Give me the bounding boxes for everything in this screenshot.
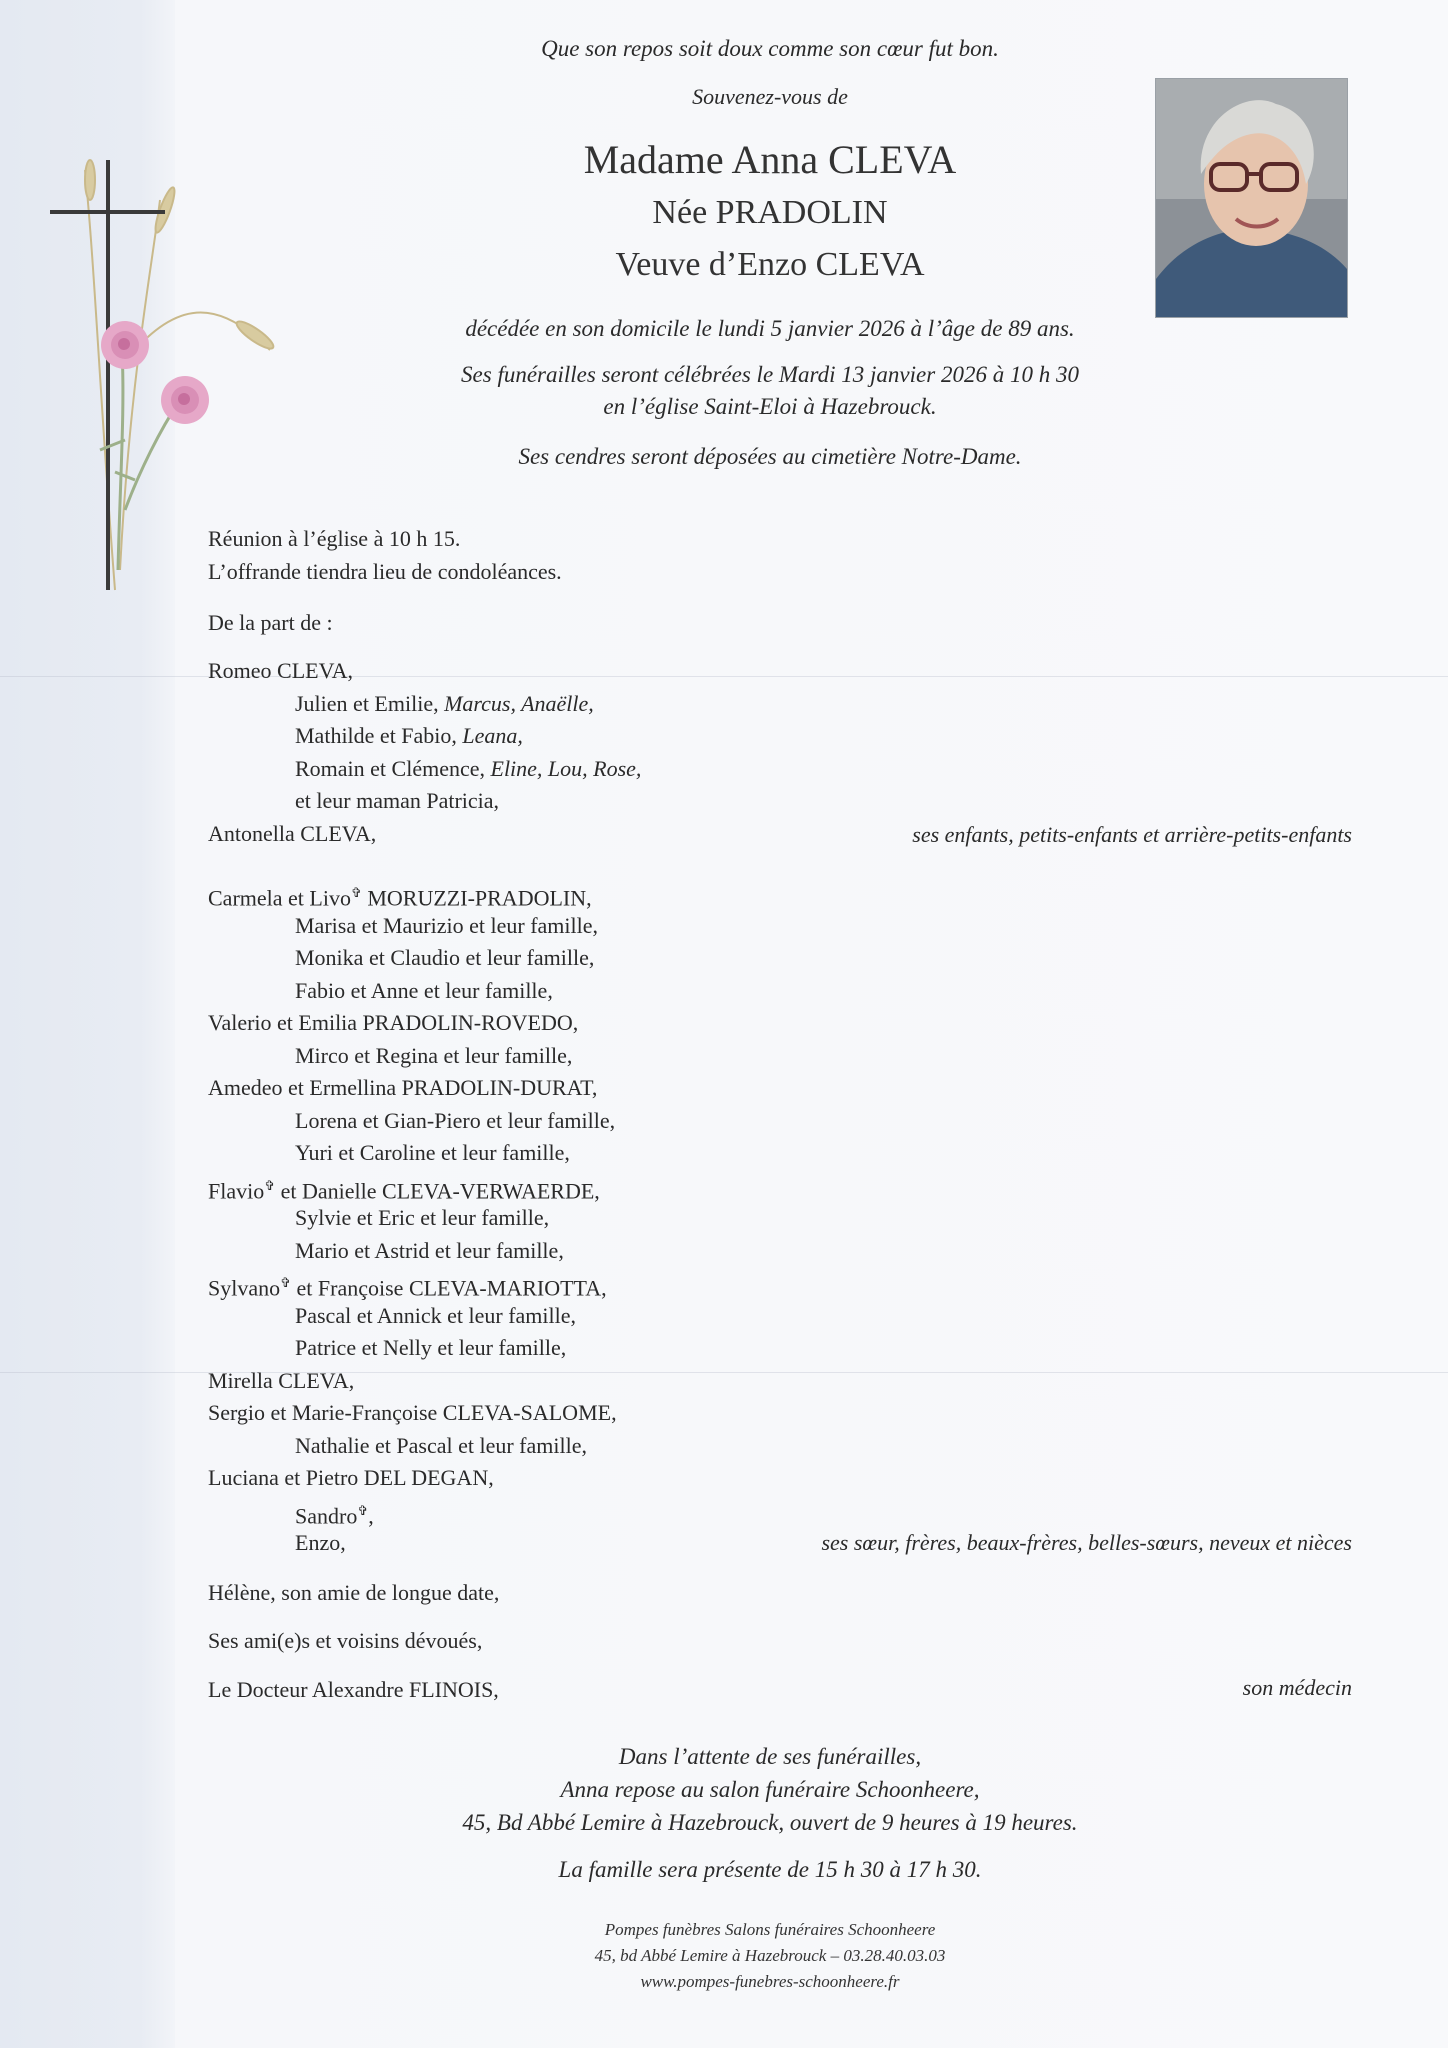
cross-icon xyxy=(50,160,165,590)
list-item: Nathalie et Pascal et leur famille, xyxy=(295,1432,587,1458)
footer-website-link[interactable]: www.pompes-funebres-schoonheere.fr xyxy=(640,1972,900,1991)
stems xyxy=(100,350,180,570)
list-item: Lorena et Gian-Piero et leur famille, xyxy=(295,1107,616,1133)
list-item: Luciana et Pietro DEL DEGAN, xyxy=(208,1465,494,1490)
offrande-text: L’offrande tiendra lieu de condoléances. xyxy=(208,558,562,584)
list-item: Amedeo et Ermellina PRADOLIN-DURAT, xyxy=(208,1075,598,1100)
list-item: Sergio et Marie-Françoise CLEVA-SALOME, xyxy=(208,1400,617,1425)
list-item: Romeo CLEVA, xyxy=(208,658,354,683)
siblings-relation-note: ses sœur, frères, beaux-frères, belles-sœurs, neveux et nièces xyxy=(821,1530,1352,1555)
deceased-cross-icon: ✞ xyxy=(357,1502,369,1518)
footer-line: Pompes funèbres Salons funéraires Schoonheere xyxy=(604,1920,936,1939)
list-item-grandchildren: Eline, Lou, Rose, xyxy=(490,755,642,781)
list-item-text: Romain et Clémence, xyxy=(295,755,491,781)
deceased-cross-icon: ✞ xyxy=(350,885,362,900)
closing-line: La famille sera présente de 15 h 30 à 17 h 30. xyxy=(558,1857,982,1882)
list-item: Mario et Astrid et leur famille, xyxy=(295,1237,564,1263)
list-item-text: et Françoise CLEVA-MARIOTTA, xyxy=(291,1275,607,1301)
ashes-notice: Ses cendres seront déposées au cimetière Notre-Dame. xyxy=(518,444,1022,469)
list-item-text: Sandro xyxy=(295,1502,358,1528)
footer-line: 45, bd Abbé Lemire à Hazebrouck – 03.28.40.03.03 xyxy=(594,1946,946,1965)
children-list xyxy=(208,655,641,850)
list-item xyxy=(208,688,641,721)
list-item: Le Docteur Alexandre FLINOIS, xyxy=(208,1677,499,1702)
list-item: Enzo, xyxy=(295,1530,346,1555)
list-item-grandchildren: Marcus, Anaëlle, xyxy=(444,690,594,716)
list-item: Valerio et Emilia PRADOLIN-ROVEDO, xyxy=(208,1010,579,1035)
list-item: Yuri et Caroline et leur famille, xyxy=(295,1140,570,1165)
list-item xyxy=(208,753,641,786)
list-item: Antonella CLEVA, xyxy=(208,820,377,846)
deceased-name: Madame Anna CLEVA xyxy=(583,137,957,182)
rose-icon xyxy=(101,321,149,369)
list-item: Patrice et Nelly et leur famille, xyxy=(295,1335,567,1360)
funeral-place: en l’église Saint-Eloi à Hazebrouck. xyxy=(603,394,937,419)
doctor-line xyxy=(208,1674,499,1707)
doctor-relation-note: son médecin xyxy=(1242,1675,1352,1700)
list-item-grandchildren: Leana, xyxy=(462,723,523,748)
de-la-part-text: De la part de : xyxy=(208,610,333,635)
list-item: Monika et Claudio et leur famille, xyxy=(295,945,595,970)
list-item-text: , xyxy=(368,1502,374,1528)
closing-line: Dans l’attente de ses funérailles, xyxy=(618,1744,922,1769)
epitaph-quote: Que son repos soit doux comme son cœur fut bon. xyxy=(541,36,999,61)
closing-line: 45, Bd Abbé Lemire à Hazebrouck, ouvert de 9 heures à 19 heures. xyxy=(462,1810,1078,1835)
list-item: Hélène, son amie de longue date, xyxy=(208,1580,500,1605)
friends-line xyxy=(208,1625,482,1658)
list-item: Fabio et Anne et leur famille, xyxy=(295,977,553,1003)
list-item: et leur maman Patricia, xyxy=(295,788,500,813)
list-item xyxy=(208,1495,617,1528)
deceased-cross-icon: ✞ xyxy=(264,1177,276,1193)
list-item: Marisa et Maurizio et leur famille, xyxy=(295,912,598,938)
list-item-text: Carmela et Livo xyxy=(208,885,351,911)
closing-block xyxy=(180,1740,1360,1839)
list-item-text: Flavio xyxy=(208,1177,265,1203)
list-item-text: et Danielle CLEVA-VERWAERDE, xyxy=(275,1177,600,1203)
reunion-text: Réunion à l’église à 10 h 15. xyxy=(208,526,461,551)
siblings-list xyxy=(208,877,617,1560)
list-item-text: Julien et Emilie, xyxy=(295,690,445,716)
funeral-home-footer xyxy=(180,1917,1360,1995)
widow-of: Veuve d’Enzo CLEVA xyxy=(615,246,925,283)
list-item xyxy=(208,877,617,910)
children-relation-note: ses enfants, petits-enfants et arrière-petits-enfants xyxy=(912,822,1352,847)
funeral-date: Ses funérailles seront célébrées le Mardi 13 janvier 2026 à 10 h 30 xyxy=(461,362,1079,387)
list-item: Mirella CLEVA, xyxy=(208,1367,355,1393)
helene-line xyxy=(208,1577,499,1610)
list-item: Mirco et Regina et leur famille, xyxy=(295,1042,573,1068)
list-item xyxy=(208,1170,617,1203)
maiden-name: Née PRADOLIN xyxy=(652,194,888,231)
intro-block xyxy=(208,523,562,588)
closing-line: Anna repose au salon funéraire Schoonheere, xyxy=(560,1777,980,1802)
list-item xyxy=(208,1267,617,1300)
list-item xyxy=(208,720,641,753)
list-item: Ses ami(e)s et voisins dévoués, xyxy=(208,1628,483,1653)
death-notice: décédée en son domicile le lundi 5 janvier 2026 à l’âge de 89 ans. xyxy=(465,316,1075,341)
souvenez-label: Souvenez-vous de xyxy=(692,84,848,109)
deceased-cross-icon: ✞ xyxy=(280,1275,292,1290)
list-item: Sylvie et Eric et leur famille, xyxy=(295,1205,550,1230)
list-item-text: MORUZZI-PRADOLIN, xyxy=(361,885,592,911)
family-presence xyxy=(180,1853,1360,1886)
list-item: Pascal et Annick et leur famille, xyxy=(295,1302,577,1328)
list-item-text: Sylvano xyxy=(208,1275,281,1301)
list-item-text: Mathilde et Fabio, xyxy=(295,723,463,748)
de-la-part-label xyxy=(208,607,333,640)
